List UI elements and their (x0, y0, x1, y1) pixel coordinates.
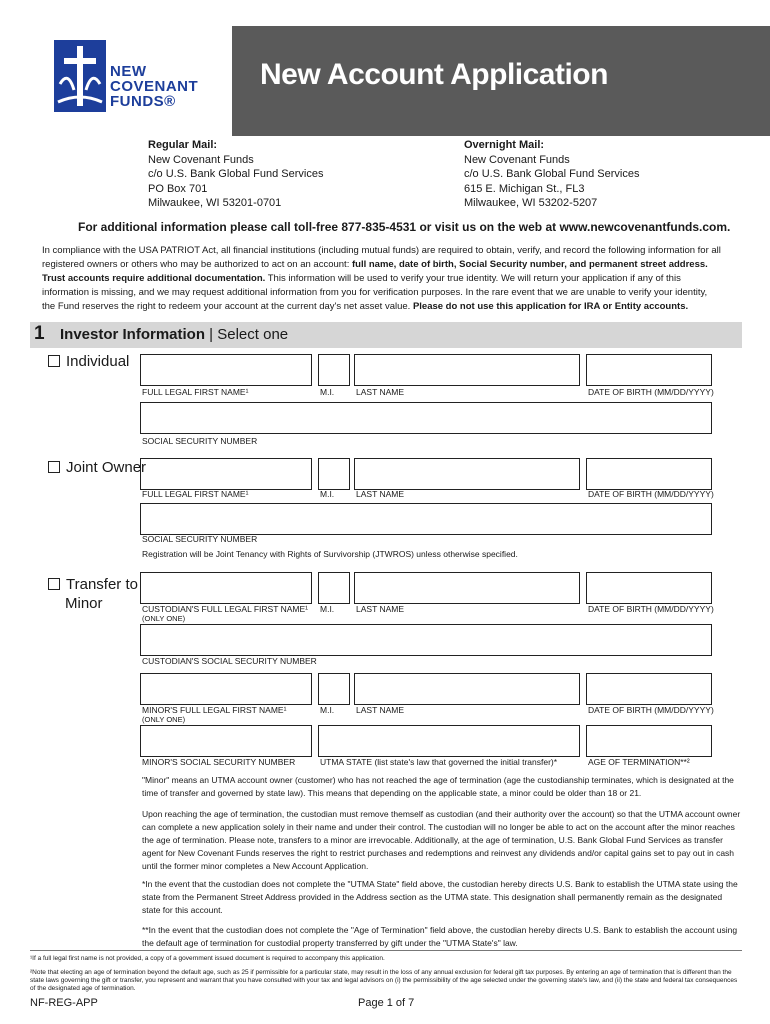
section-header (30, 322, 742, 348)
custodian-ssn-label: CUSTODIAN'S SOCIAL SECURITY NUMBER (142, 656, 317, 666)
utma-state-field[interactable] (318, 725, 580, 757)
joint-owner-option[interactable] (48, 459, 146, 476)
individual-dob-label: DATE OF BIRTH (MM/DD/YYYY) (588, 387, 714, 397)
individual-mi-field[interactable] (318, 354, 350, 386)
section-title: Investor Information (60, 326, 206, 343)
logo-emblem (54, 40, 106, 112)
brand-name (110, 64, 198, 109)
regular-mail (148, 138, 323, 211)
custodian-first-name-label: CUSTODIAN'S FULL LEGAL FIRST NAME¹ (142, 604, 308, 614)
joint-dob-field[interactable] (586, 458, 712, 490)
age-of-termination-field[interactable] (586, 725, 712, 757)
joint-first-name-label: FULL LEGAL FIRST NAME¹ (142, 489, 249, 499)
regular-mail-line: New Covenant Funds (148, 153, 254, 166)
individual-first-name-field[interactable] (140, 354, 312, 386)
custodian-only-one: (ONLY ONE) (142, 614, 186, 623)
patriot-text-2: This information will be used to verify your true identity. We will return your application if any of this information is missing, and we may request additional information from you for verification purposes. In the rare event that we are unable to verify your identity, the Fund reserves the right to redeem your account at the current day's net asset value. (42, 273, 708, 312)
age-termination-default-note: **In the event that the custodian does not complete the "Age of Termination" field above, the custodian hereby directs U.S. Bank to establish the account using the default age of termination for custodial property transferred by gift under the "UTMA State's" law. (142, 925, 738, 948)
minor-ssn-label: MINOR'S SOCIAL SECURITY NUMBER (142, 757, 296, 767)
joint-owner-checkbox[interactable] (48, 461, 60, 473)
regular-mail-line: c/o U.S. Bank Global Fund Services (148, 168, 324, 180)
minor-last-name-field[interactable] (354, 673, 580, 705)
custodian-last-name-field[interactable] (354, 572, 580, 604)
individual-checkbox[interactable] (48, 355, 60, 367)
minor-first-name-label: MINOR'S FULL LEGAL FIRST NAME¹ (142, 705, 287, 715)
overnight-mail-line: Milwaukee, WI 53202-5207 (464, 197, 598, 209)
regular-mail-heading: Regular Mail: (148, 139, 218, 151)
utma-state-label: UTMA STATE (list state's law that governed the initial transfer)* (320, 757, 558, 767)
page-title: New Account Application (260, 58, 608, 91)
custodian-mi-label: M.I. (320, 604, 335, 614)
individual-dob-field[interactable] (586, 354, 712, 386)
patriot-act-notice (42, 244, 722, 314)
overnight-mail-line: 615 E. Michigan St., FL3 (464, 182, 585, 195)
minor-last-name-label: LAST NAME (356, 705, 405, 715)
minor-definition-note: "Minor" means an UTMA account owner (customer) who has not reached the age of termination (age the custodianship terminates, which is designated at the time of transfer and governed by state law). This means that depending on the applicable state, a minor could be older than 18 or 21. (142, 775, 734, 798)
age-of-termination-label: AGE OF TERMINATION**² (588, 757, 690, 767)
overnight-mail-heading: Overnight Mail: (464, 139, 545, 151)
individual-ssn-label: SOCIAL SECURITY NUMBER (142, 436, 258, 446)
individual-mi-label: M.I. (320, 387, 335, 397)
joint-last-name-field[interactable] (354, 458, 580, 490)
minor-only-one: (ONLY ONE) (142, 715, 186, 724)
patriot-bold-2: Please do not use this application for IRA or Entity accounts. (412, 301, 689, 312)
transfer-to-minor-checkbox[interactable] (48, 578, 60, 590)
individual-last-name-label: LAST NAME (356, 387, 405, 397)
joint-mi-field[interactable] (318, 458, 350, 490)
joint-last-name-label: LAST NAME (356, 489, 405, 499)
joint-dob-label: DATE OF BIRTH (MM/DD/YYYY) (588, 489, 714, 499)
regular-mail-line: Milwaukee, WI 53201-0701 (148, 197, 282, 209)
brand-line-1: NEW (110, 63, 147, 80)
custodian-last-name-label: LAST NAME (356, 604, 405, 614)
overnight-mail-line: c/o U.S. Bank Global Fund Services (464, 168, 640, 180)
transfer-to-minor-option[interactable] (48, 575, 138, 613)
regular-mail-line: PO Box 701 (148, 182, 208, 195)
minor-dob-field[interactable] (586, 673, 712, 705)
brand-line-3: FUNDS® (110, 93, 176, 110)
age-termination-note: Upon reaching the age of termination, the custodian must remove themself as custodian (and their authority over the account) so that the UTMA account owner can complete a new application solely in their name and under their control. The custodian will no longer be able to act on the account after the minor reaches the age of termination. Please note, transfers to a minor are irrevocable. Additionally, at the age of termination, U.S. Bank Global Fund Services as transfer agent for New Covenant Funds reserves the right to restrict purchases and redemptions and reinvest any dividends and/or capital gains set to pay out in cash until the former minor completes a New Account Application. (142, 809, 741, 871)
minor-ssn-field[interactable] (140, 725, 312, 757)
title-bar (232, 26, 770, 136)
custodian-first-name-field[interactable] (140, 572, 312, 604)
joint-first-name-field[interactable] (140, 458, 312, 490)
individual-option[interactable] (48, 353, 129, 370)
footnote-2: ²Note that electing an age of termination beyond the default age, such as 25 if permissible for a particular state, may result in the loss of any annual exclusion for federal gift tax purposes. By entering an age of termination that is different than the state laws governing the gift or transfer, you represent and warrant that you have consulted with your tax and legal advisors on (i) the permissibility of the age selected under the governing state's law, and (ii) the state and federal tax consequences of the designated age of termination. (30, 969, 738, 992)
individual-last-name-field[interactable] (354, 354, 580, 386)
joint-ssn-label: SOCIAL SECURITY NUMBER (142, 534, 258, 544)
patriot-bold-1: full name, date of birth, Social Security number, and permanent street address. Trust accounts require additional documentation. (42, 259, 708, 284)
patriot-text: In compliance with the USA PATRIOT Act, all financial institutions (including mutual funds) are required to obtain, verify, and record the following information for all registered owners or others who may be authorized to act on an account: (42, 245, 721, 270)
footnote-1: ¹If a full legal first name is not provided, a copy of a government issued document is required to accompany this application. (30, 955, 385, 962)
section-title-wrap (60, 326, 288, 343)
page-number: Page 1 of 7 (358, 997, 415, 1009)
utma-state-default-note: *In the event that the custodian does not complete the "UTMA State" field above, the custodian hereby directs U.S. Bank to establish the UTMA state using the state from the Permanent Street Address provided in the Address section as the UTMA state. This designation shall permanently remain as the designated state for this account. (142, 879, 738, 915)
custodian-mi-field[interactable] (318, 572, 350, 604)
transfer-label-2: Minor (65, 595, 103, 612)
transfer-label-1: Transfer to (66, 576, 138, 593)
joint-registration-note: Registration will be Joint Tenancy with Rights of Survivorship (JTWROS) unless otherwise specified. (142, 549, 518, 559)
brand-line-2: COVENANT (110, 78, 199, 95)
minor-dob-label: DATE OF BIRTH (MM/DD/YYYY) (588, 705, 714, 715)
footnote-divider (30, 950, 742, 951)
overnight-mail (464, 138, 639, 211)
custodian-dob-label: DATE OF BIRTH (MM/DD/YYYY) (588, 604, 714, 614)
minor-first-name-field[interactable] (140, 673, 312, 705)
minor-mi-label: M.I. (320, 705, 335, 715)
minor-mi-field[interactable] (318, 673, 350, 705)
section-suffix: | Select one (205, 326, 289, 343)
form-code: NF-REG-APP (30, 997, 98, 1009)
custodian-ssn-field[interactable] (140, 624, 712, 656)
joint-mi-label: M.I. (320, 489, 335, 499)
section-number: 1 (34, 323, 45, 344)
individual-ssn-field[interactable] (140, 402, 712, 434)
individual-first-name-label: FULL LEGAL FIRST NAME¹ (142, 387, 249, 397)
overnight-mail-line: New Covenant Funds (464, 153, 570, 166)
joint-ssn-field[interactable] (140, 503, 712, 535)
custodian-dob-field[interactable] (586, 572, 712, 604)
joint-owner-label: Joint Owner (66, 459, 147, 476)
individual-label: Individual (66, 353, 130, 370)
contact-callout: For additional information please call toll-free 877-835-4531 or visit us on the web at www.newcovenantfunds.com. (78, 220, 731, 234)
